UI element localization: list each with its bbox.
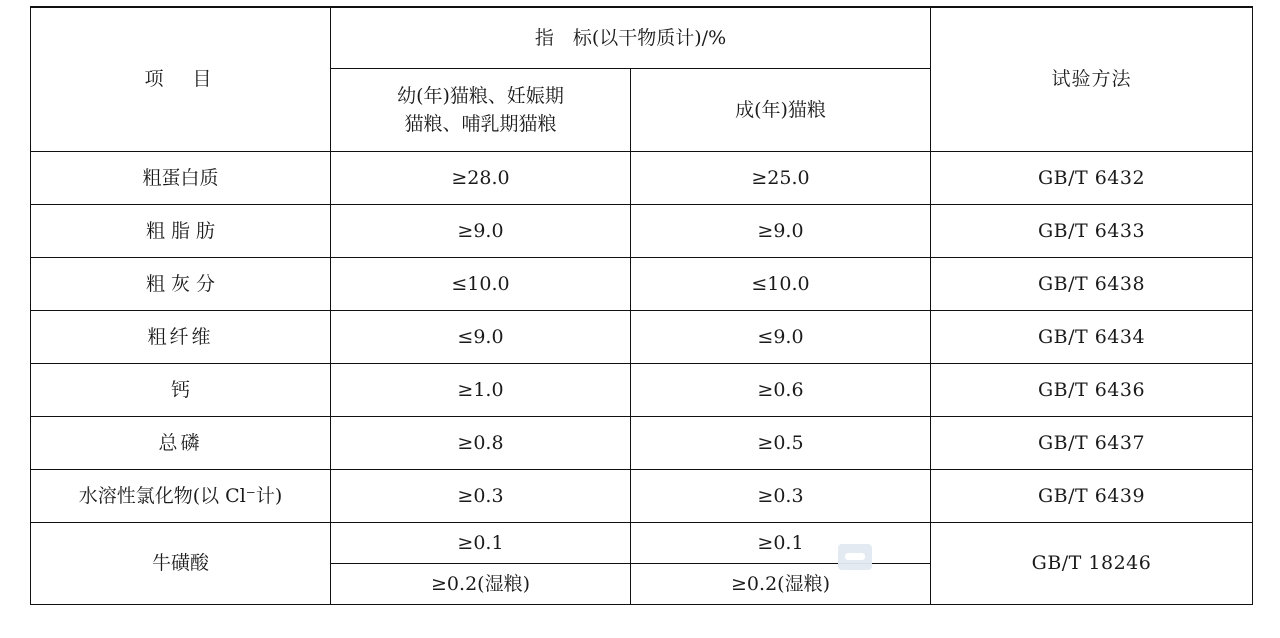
row-item-label: 粗 脂 肪 bbox=[31, 205, 331, 258]
row-adult-value: ≤10.0 bbox=[631, 258, 931, 311]
table-row bbox=[31, 417, 1253, 470]
header-index-group: 指 标(以干物质计)/% bbox=[331, 7, 931, 69]
row-method-value: GB/T 6432 bbox=[931, 152, 1253, 205]
row-young-value: ≥9.0 bbox=[331, 205, 631, 258]
taurine-adult-wet-value: ≥0.2(湿粮) bbox=[631, 564, 931, 605]
row-young-value: ≤9.0 bbox=[331, 311, 631, 364]
taurine-young-dry-value: ≥0.1 bbox=[331, 523, 631, 564]
table-row bbox=[31, 364, 1253, 417]
row-method-value: GB/T 6436 bbox=[931, 364, 1253, 417]
row-adult-value: ≤9.0 bbox=[631, 311, 931, 364]
row-adult-value: ≥0.3 bbox=[631, 470, 931, 523]
header-adult-cat-food: 成(年)猫粮 bbox=[631, 69, 931, 152]
row-method-value: GB/T 6433 bbox=[931, 205, 1253, 258]
row-young-value: ≥0.3 bbox=[331, 470, 631, 523]
row-method-value: GB/T 6438 bbox=[931, 258, 1253, 311]
row-adult-value: ≥0.5 bbox=[631, 417, 931, 470]
row-adult-value: ≥9.0 bbox=[631, 205, 931, 258]
row-method-value: GB/T 6439 bbox=[931, 470, 1253, 523]
taurine-adult-dry-value: ≥0.1 bbox=[631, 523, 931, 564]
row-method-value: GB/T 6437 bbox=[931, 417, 1253, 470]
table-row-taurine-dry bbox=[31, 523, 1253, 564]
row-young-value: ≤10.0 bbox=[331, 258, 631, 311]
document-page bbox=[0, 6, 1280, 638]
taurine-young-wet-value: ≥0.2(湿粮) bbox=[331, 564, 631, 605]
row-adult-value: ≥0.6 bbox=[631, 364, 931, 417]
header-young-line-1: 幼(年)猫粮、妊娠期 bbox=[397, 84, 564, 107]
row-item-label: 水溶性氯化物(以 Cl⁻计) bbox=[31, 470, 331, 523]
header-item: 项 目 bbox=[31, 7, 331, 152]
row-item-label: 粗纤维 bbox=[31, 311, 331, 364]
row-item-label: 粗 灰 分 bbox=[31, 258, 331, 311]
table-row bbox=[31, 311, 1253, 364]
watermark-logo bbox=[838, 544, 872, 570]
taurine-method-value: GB/T 18246 bbox=[931, 523, 1253, 605]
row-method-value: GB/T 6434 bbox=[931, 311, 1253, 364]
table-row bbox=[31, 258, 1253, 311]
table-row bbox=[31, 205, 1253, 258]
row-young-value: ≥0.8 bbox=[331, 417, 631, 470]
header-young-line-2: 猫粮、哺乳期猫粮 bbox=[404, 113, 557, 135]
row-young-value: ≥28.0 bbox=[331, 152, 631, 205]
header-test-method: 试验方法 bbox=[931, 7, 1253, 152]
row-adult-value: ≥25.0 bbox=[631, 152, 931, 205]
header-young-cat-food bbox=[331, 69, 631, 152]
table-row bbox=[31, 152, 1253, 205]
row-young-value: ≥1.0 bbox=[331, 364, 631, 417]
row-item-label: 钙 bbox=[31, 364, 331, 417]
table-header-row-1 bbox=[31, 7, 1253, 69]
table-row bbox=[31, 470, 1253, 523]
row-item-label: 总磷 bbox=[31, 417, 331, 470]
nutrition-spec-table bbox=[30, 6, 1253, 605]
row-item-label: 粗蛋白质 bbox=[31, 152, 331, 205]
row-item-label-taurine: 牛磺酸 bbox=[31, 523, 331, 605]
